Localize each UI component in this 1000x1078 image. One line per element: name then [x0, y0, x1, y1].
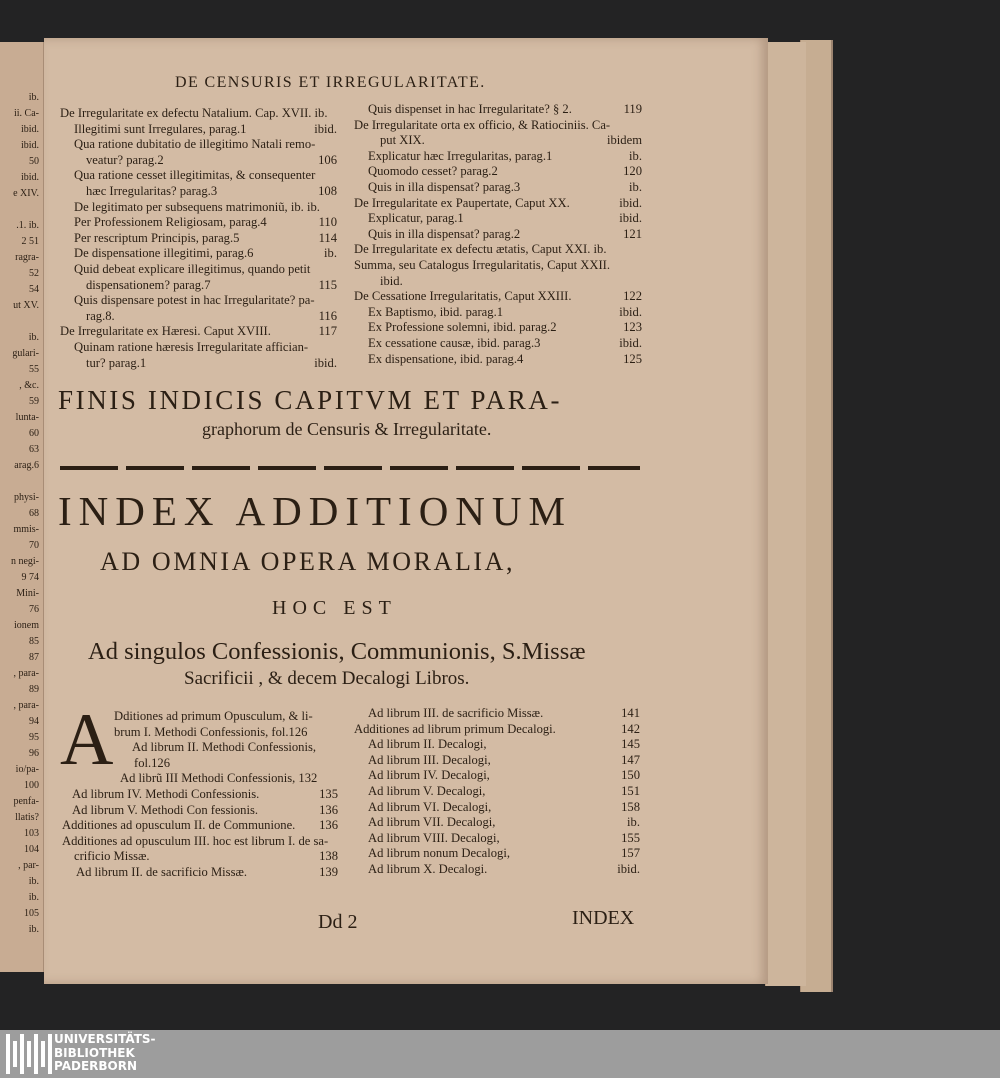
- toc-right-entry: [354, 118, 642, 134]
- additions-right-entry: [354, 753, 640, 769]
- additions-left-entry-text: Ad librum II. de sacrificio Missæ.: [76, 864, 248, 879]
- toc-left-column: [60, 106, 337, 371]
- additions-right-entry-page: 158: [621, 799, 640, 814]
- additions-right-entry-text: Ad librum X. Decalogi.: [368, 861, 488, 876]
- additions-left-entry: [62, 787, 338, 803]
- left-margin-fragment: ibid.: [20, 172, 39, 183]
- additions-right-entry: [354, 862, 640, 878]
- left-margin-fragment: 70: [29, 540, 39, 551]
- toc-right-entry: [354, 305, 642, 321]
- toc-left-entry: [60, 293, 337, 309]
- additions-left-entry-text: Dditiones ad primum Opusculum, & li-: [114, 709, 313, 723]
- additions-right-entry: [354, 800, 640, 816]
- running-head: DE CENSURIS ET IRREGULARITATE.: [175, 74, 486, 91]
- left-margin-fragment: n negi-: [10, 556, 39, 567]
- toc-right-entry-text: Ex Baptismo, ibid. parag.1: [368, 304, 504, 319]
- toc-right-entry-text: Explicatur, parag.1: [368, 211, 464, 226]
- left-margin-fragment: 68: [29, 508, 39, 519]
- left-margin-fragment: 103: [24, 828, 39, 839]
- left-margin-fragment: 55: [29, 364, 39, 375]
- library-name-line2: BIBLIOTHEK: [54, 1045, 135, 1060]
- toc-left-entry: [60, 168, 337, 184]
- toc-left-entry-text: rag.8.: [86, 308, 115, 323]
- toc-left-entry-text: tur? parag.1: [86, 355, 147, 370]
- finis-heading: FINIS INDICIS CAPITVM ET PARA-: [58, 385, 563, 415]
- left-margin-fragment: physi-: [14, 492, 39, 503]
- left-margin-fragment: ib.: [28, 876, 39, 887]
- index-title: INDEX ADDITIONUM: [58, 488, 572, 534]
- toc-right-entry: [354, 320, 642, 336]
- toc-left-entry: [60, 106, 337, 122]
- additions-right-entry-page: 155: [621, 830, 640, 845]
- additions-left-entry-text: Ad librum IV. Methodi Confessionis.: [72, 786, 260, 801]
- toc-right-column: [354, 102, 642, 367]
- toc-right-entry-text: De Irregularitate ex defectu ætatis, Caput XXI. ib.: [354, 242, 607, 257]
- drop-cap: A: [60, 699, 114, 781]
- left-margin-fragment: [0, 474, 39, 490]
- additions-left-entry-text: Ad librum V. Methodi Con fessionis.: [72, 802, 259, 817]
- additions-left-entry-text: Ad librum II. Methodi Confessionis,: [132, 740, 316, 755]
- toc-right-entry-page: 120: [623, 164, 642, 179]
- left-margin-fragment: [0, 202, 39, 218]
- additions-left-entry-page: 135: [319, 786, 338, 801]
- toc-right-entry-text: Quis dispenset in hac Irregularitate? § 2.: [368, 102, 572, 116]
- toc-right-entry: [354, 196, 642, 212]
- left-margin-fragment: ib.: [28, 92, 39, 103]
- left-margin-fragment: ut XV.: [13, 300, 39, 311]
- toc-right-entry-text: ibid.: [380, 273, 403, 288]
- left-margin-fragment: 60: [29, 428, 39, 439]
- signature-mark: Dd 2: [318, 911, 358, 933]
- toc-right-entry-text: Ex dispensatione, ibid. parag.4: [368, 351, 524, 366]
- toc-right-entry: [354, 149, 642, 165]
- toc-left-entry-text: Quis dispensare potest in hac Irregularitate? pa-: [74, 293, 315, 308]
- toc-right-entry: [354, 258, 642, 274]
- toc-left-entry: [60, 278, 337, 294]
- additions-right-entry-text: Ad librum III. de sacrificio Missæ.: [368, 706, 544, 720]
- additions-right-entry: [354, 831, 640, 847]
- index-description: Ad singulos Confessionis, Communionis, S.Missæ: [88, 638, 586, 665]
- toc-left-entry: [60, 200, 337, 216]
- additions-left-column: [62, 709, 338, 881]
- additions-right-entry-text: Ad librum VIII. Decalogi,: [368, 830, 500, 845]
- toc-right-entry-text: put XIX.: [380, 133, 425, 148]
- toc-right-entry: [354, 242, 642, 258]
- left-margin-fragment: 76: [29, 604, 39, 615]
- left-margin-fragment: llatis?: [15, 812, 39, 823]
- additions-left-entry-page: 136: [319, 802, 338, 817]
- left-margin-fragment: [0, 314, 39, 330]
- toc-left-entry-text: Qua ratione cesset illegitimitas, & consequenter: [74, 168, 316, 183]
- toc-right-entry-page: 125: [623, 351, 642, 366]
- toc-left-entry: [60, 356, 337, 372]
- toc-left-entry-text: De dispensatione illegitimi, parag.6: [74, 246, 254, 261]
- left-margin-fragment: ib.: [28, 332, 39, 343]
- additions-right-entry-page: 141: [621, 706, 640, 720]
- additions-right-entry-text: Ad librum IV. Decalogi,: [368, 768, 490, 783]
- left-margin-fragment: 96: [29, 748, 39, 759]
- left-margin-fragment: 95: [29, 732, 39, 743]
- additions-left-entry-text: Additiones ad opusculum II. de Communione.: [62, 818, 296, 833]
- additions-left-entry: [62, 834, 338, 850]
- book-edge-inner: [765, 42, 806, 986]
- left-margin-fragment: 104: [24, 844, 39, 855]
- left-margin-fragment: io/pa-: [15, 764, 39, 775]
- additions-right-entry-page: 145: [621, 737, 640, 752]
- additions-right-entry-page: ib.: [627, 815, 640, 830]
- left-margin-fragment: gulari-: [12, 348, 39, 359]
- toc-right-entry-text: Quis in illa dispensat? parag.2: [368, 226, 521, 241]
- additions-left-entry-page: 139: [319, 864, 338, 879]
- left-margin-fragment: 94: [29, 716, 39, 727]
- toc-right-entry: [354, 211, 642, 227]
- toc-right-entry-page: ib.: [629, 148, 642, 163]
- left-margin-fragment: 100: [24, 780, 39, 791]
- left-margin-fragment: 9 74: [21, 572, 39, 583]
- toc-right-entry: [354, 352, 642, 368]
- left-margin-fragment: 50: [29, 156, 39, 167]
- toc-left-entry-page: 114: [318, 230, 337, 245]
- toc-right-entry: [354, 227, 642, 243]
- toc-right-entry-text: De Irregularitate ex Paupertate, Caput XX.: [354, 195, 570, 210]
- additions-left-entry-page: 136: [319, 818, 338, 833]
- left-margin-fragment: ragra-: [15, 252, 39, 263]
- index-hoc-est: HOC EST: [272, 597, 397, 619]
- additions-right-entry-page: 157: [621, 846, 640, 861]
- toc-right-entry-page: 121: [623, 226, 642, 241]
- toc-left-entry: [60, 309, 337, 325]
- toc-left-entry-text: Quinam ratione hæresis Irregularitate affician-: [74, 339, 309, 354]
- left-margin-fragment: 85: [29, 636, 39, 647]
- index-subtitle: AD OMNIA OPERA MORALIA,: [100, 547, 516, 576]
- toc-right-entry: [354, 180, 642, 196]
- toc-left-entry: [60, 246, 337, 262]
- left-margin-fragment: 2 51: [21, 236, 39, 247]
- left-margin-fragment: ibid.: [20, 140, 39, 151]
- toc-right-entry-text: Summa, seu Catalogus Irregularitatis, Caput XXII.: [354, 257, 611, 272]
- toc-left-entry-text: De Irregularitate ex defectu Natalium. Cap. XVII. ib.: [60, 106, 328, 120]
- additions-right-entry: [354, 706, 640, 722]
- additions-left-entry: [62, 709, 338, 725]
- section-divider: [60, 466, 640, 470]
- toc-right-entry-page: ibid.: [619, 211, 642, 226]
- toc-left-entry: [60, 137, 337, 153]
- left-margin-fragment: ii. Ca-: [14, 108, 39, 119]
- left-margin-fragment: 89: [29, 684, 39, 695]
- left-margin-fragment: , par-: [18, 860, 39, 871]
- additions-right-entry-page: 151: [621, 783, 640, 798]
- additions-left-entry: [62, 756, 338, 772]
- additions-right-column: [354, 706, 640, 878]
- toc-right-entry-page: 123: [623, 320, 642, 335]
- toc-right-entry-text: Ex Professione solemni, ibid. parag.2: [368, 320, 557, 335]
- toc-left-entry-page: ibid.: [314, 355, 337, 370]
- toc-left-entry-text: dispensationem? parag.7: [86, 277, 211, 292]
- toc-left-entry: [60, 215, 337, 231]
- toc-right-entry-page: 119: [623, 102, 642, 116]
- toc-right-entry-page: ibid.: [619, 335, 642, 350]
- toc-left-entry-text: Per Professionem Religiosam, parag.4: [74, 215, 267, 230]
- left-margin-fragment: , &c.: [19, 380, 39, 391]
- left-margin-fragment: , para-: [13, 668, 39, 679]
- additions-left-entry-text: Additiones ad opusculum III. hoc est librum I. de sa-: [62, 833, 329, 848]
- toc-left-entry: [60, 122, 337, 138]
- toc-left-entry-page: 115: [318, 277, 337, 292]
- left-margin-fragment: , para-: [13, 700, 39, 711]
- left-page-margin: [0, 42, 44, 972]
- library-logo-icon: [6, 1034, 52, 1074]
- toc-left-entry-page: ib.: [324, 246, 337, 261]
- toc-left-entry: [60, 324, 337, 340]
- toc-left-entry-text: De Irregularitate ex Hæresi. Caput XVIII.: [60, 324, 271, 339]
- left-margin-fragment: ib.: [28, 892, 39, 903]
- toc-right-entry-text: Explicatur hæc Irregularitas, parag.1: [368, 148, 553, 163]
- toc-right-entry-page: 122: [623, 289, 642, 304]
- left-margin-fragment: arag.6: [14, 460, 39, 471]
- additions-right-entry-text: Ad librum II. Decalogi,: [368, 737, 487, 752]
- left-margin-fragment: 105: [24, 908, 39, 919]
- toc-right-entry-page: ibidem: [607, 133, 642, 148]
- left-margin-fragment: ionem: [14, 620, 39, 631]
- toc-right-entry-text: Quis in illa dispensat? parag.3: [368, 179, 521, 194]
- additions-right-entry-page: 147: [621, 752, 640, 767]
- left-margin-fragment: mmis-: [13, 524, 39, 535]
- toc-right-entry: [354, 102, 642, 118]
- toc-right-entry-page: ibid.: [619, 195, 642, 210]
- toc-right-entry-text: Quomodo cesset? parag.2: [368, 164, 498, 179]
- additions-left-entry: [62, 865, 338, 881]
- toc-left-entry-text: veatur? parag.2: [86, 152, 164, 167]
- finis-subheading: graphorum de Censuris & Irregularitate.: [202, 419, 492, 439]
- library-name-line1: UNIVERSITÄTS-: [54, 1032, 156, 1046]
- additions-right-entry: [354, 737, 640, 753]
- additions-right-entry-page: 142: [621, 721, 640, 736]
- additions-right-entry: [354, 784, 640, 800]
- additions-left-entry-page: 138: [319, 849, 338, 864]
- left-margin-fragment: .1. ib.: [16, 220, 39, 231]
- additions-left-entry: [62, 725, 338, 741]
- catchword: INDEX: [572, 907, 635, 929]
- toc-right-entry-text: De Irregularitate orta ex officio, & Ratiociniis. Ca-: [354, 117, 611, 132]
- toc-left-entry-page: 116: [318, 308, 337, 323]
- toc-right-entry: [354, 164, 642, 180]
- toc-left-entry-text: hæc Irregularitas? parag.3: [86, 183, 218, 198]
- additions-left-entry-text: Ad librũ III Methodi Confessionis, 132: [120, 771, 318, 786]
- toc-left-entry: [60, 340, 337, 356]
- toc-right-entry: [354, 336, 642, 352]
- toc-right-entry-text: De Cessatione Irregularitatis, Caput XXIII.: [354, 289, 572, 304]
- toc-left-entry-page: 117: [318, 324, 337, 339]
- toc-left-entry-text: Per rescriptum Principis, parag.5: [74, 230, 240, 245]
- additions-right-entry-page: ibid.: [617, 861, 640, 876]
- toc-right-entry-page: ibid.: [619, 304, 642, 319]
- left-margin-fragment: ib.: [28, 924, 39, 935]
- toc-left-entry-page: 110: [318, 215, 337, 230]
- left-margin-fragment: lunta-: [15, 412, 39, 423]
- additions-right-entry-text: Ad librum III. Decalogi,: [368, 752, 491, 767]
- toc-left-entry: [60, 153, 337, 169]
- left-margin-fragment: Mini-: [16, 588, 39, 599]
- toc-left-entry: [60, 184, 337, 200]
- left-margin-fragment: 52: [29, 268, 39, 279]
- left-margin-fragment: 63: [29, 444, 39, 455]
- toc-left-entry: [60, 262, 337, 278]
- additions-right-entry-text: Ad librum VI. Decalogi,: [368, 799, 492, 814]
- additions-right-entry: [354, 846, 640, 862]
- left-margin-fragment: ibid.: [20, 124, 39, 135]
- additions-left-entry: [62, 849, 338, 865]
- additions-left-entry: [62, 803, 338, 819]
- additions-left-entry-text: brum I. Methodi Confessionis, fol.126: [114, 724, 308, 739]
- toc-left-entry: [60, 231, 337, 247]
- additions-left-entry: [62, 740, 338, 756]
- left-margin-fragment: penfa-: [13, 796, 39, 807]
- additions-right-entry: [354, 768, 640, 784]
- toc-left-entry-page: 106: [318, 152, 337, 167]
- left-margin-fragment: 87: [29, 652, 39, 663]
- additions-right-entry-text: Ad librum VII. Decalogi,: [368, 815, 496, 830]
- additions-left-entry-text: crificio Missæ.: [74, 849, 150, 864]
- additions-left-entry: [62, 818, 338, 834]
- additions-left-entry-text: fol.126: [134, 755, 171, 770]
- left-margin-fragment: e XIV.: [13, 188, 39, 199]
- additions-left-entry: [62, 771, 338, 787]
- left-margin-fragment: 59: [29, 396, 39, 407]
- toc-left-entry-text: Quid debeat explicare illegitimus, quando petit: [74, 261, 311, 276]
- toc-right-entry: [354, 274, 642, 290]
- left-margin-fragment: 54: [29, 284, 39, 295]
- library-banner: [0, 1030, 1000, 1078]
- additions-right-entry-text: Additiones ad librum primum Decalogi.: [354, 721, 556, 736]
- additions-right-entry-text: Ad librum V. Decalogi,: [368, 783, 486, 798]
- toc-right-entry-page: ib.: [629, 179, 642, 194]
- toc-right-entry: [354, 133, 642, 149]
- toc-left-entry-text: Qua ratione dubitatio de illegitimo Natali remo-: [74, 137, 316, 152]
- toc-left-entry-page: ibid.: [314, 121, 337, 136]
- library-name: [54, 1033, 156, 1074]
- toc-left-entry-text: De legitimato per subsequens matrimoniũ, ib. ib.: [74, 199, 320, 214]
- additions-right-entry: [354, 722, 640, 738]
- toc-right-entry-text: Ex cessatione causæ, ibid. parag.3: [368, 335, 541, 350]
- toc-left-entry-page: 108: [318, 183, 337, 198]
- library-name-line3: PADERBORN: [54, 1059, 138, 1073]
- additions-right-entry: [354, 815, 640, 831]
- index-description-cont: Sacrificii , & decem Decalogi Libros.: [184, 668, 470, 689]
- toc-left-entry-text: Illegitimi sunt Irregulares, parag.1: [74, 121, 247, 136]
- additions-right-entry-page: 150: [621, 768, 640, 783]
- additions-right-entry-text: Ad librum nonum Decalogi,: [368, 846, 511, 861]
- toc-right-entry: [354, 289, 642, 305]
